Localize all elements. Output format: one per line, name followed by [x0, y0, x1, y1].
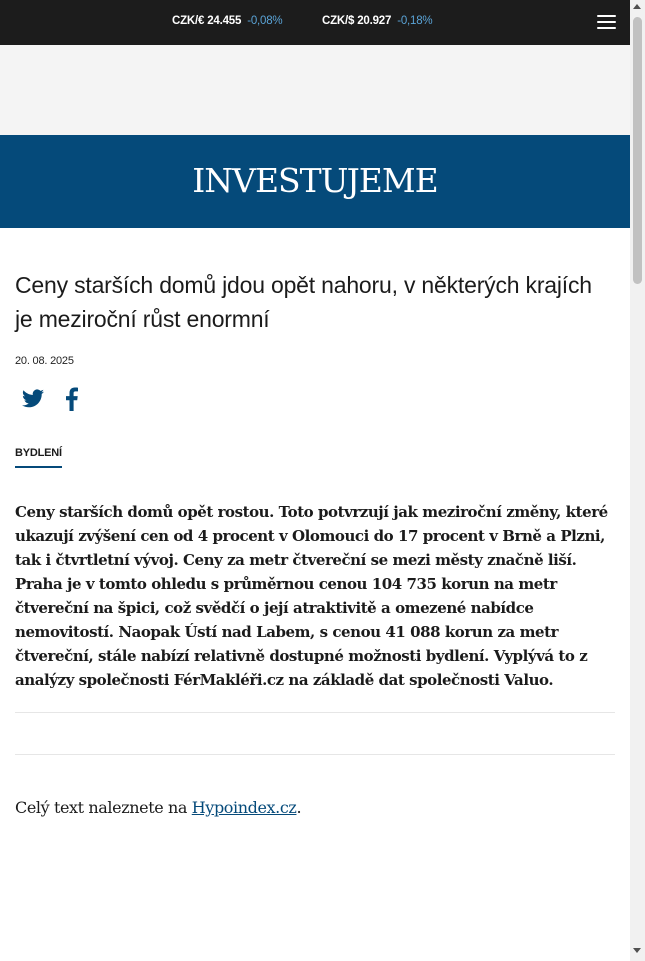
ticker-usd-change: -0,18% [397, 15, 433, 27]
facebook-icon [61, 387, 81, 411]
ticker-usd[interactable] [322, 15, 432, 27]
ticker-eur[interactable] [172, 15, 282, 27]
ad-placeholder [0, 45, 630, 135]
scroll-thumb[interactable] [633, 17, 642, 284]
source-prefix: Celý text naleznete na [15, 798, 192, 817]
site-logo[interactable]: INVESTUJEME [192, 161, 438, 200]
twitter-share-button[interactable] [21, 387, 45, 411]
source-suffix: . [296, 798, 302, 817]
article-perex: Ceny starších domů opět rostou. Toto potvrzují jak meziroční změny, které ukazují zvýšení cen od 4 procent v Olomouci do 17 procent v Brně a Plzni, tak i čtvrtletní vývoj. Ceny za metr čtvereční se mezi městy značně liší. Praha je v tomto ohledu s průměrnou cenou 104 735 korun na metr čtvereční na špici, což svědčí o její atraktivitě a omezené nabídce nemovitostí. Naopak Ústí nad Labem, s cenou 41 088 korun za metr čtvereční, stále nabízí relativně dostupné možnosti bydlení. Vyplývá to z analýzy společnosti FérMakléři.cz na základě dat společnosti Valuo. [15, 503, 608, 689]
ticker-eur-change: -0,08% [247, 15, 283, 27]
article-date: 20. 08. 2025 [15, 355, 74, 367]
divider [15, 754, 615, 755]
scroll-up-arrow-icon[interactable] [633, 4, 641, 9]
twitter-icon [21, 387, 45, 411]
hamburger-menu-icon[interactable] [596, 13, 618, 31]
ticker-eur-label: CZK/€ 24.455 [172, 15, 242, 27]
currency-ticker-bar [0, 0, 630, 45]
article-headline: Ceny starších domů jdou opět nahoru, v některých krajích je meziroční růst enormní [15, 272, 592, 332]
source-note [15, 796, 301, 820]
source-link[interactable]: Hypoindex.cz [191, 798, 297, 817]
brand-header [0, 135, 630, 228]
ticker-usd-label: CZK/$ 20.927 [322, 15, 392, 27]
vertical-scrollbar[interactable] [630, 0, 645, 961]
divider [15, 712, 615, 713]
category-link[interactable]: BYDLENÍ [15, 447, 62, 468]
scroll-down-arrow-icon[interactable] [633, 948, 641, 953]
facebook-share-button[interactable] [61, 387, 81, 411]
